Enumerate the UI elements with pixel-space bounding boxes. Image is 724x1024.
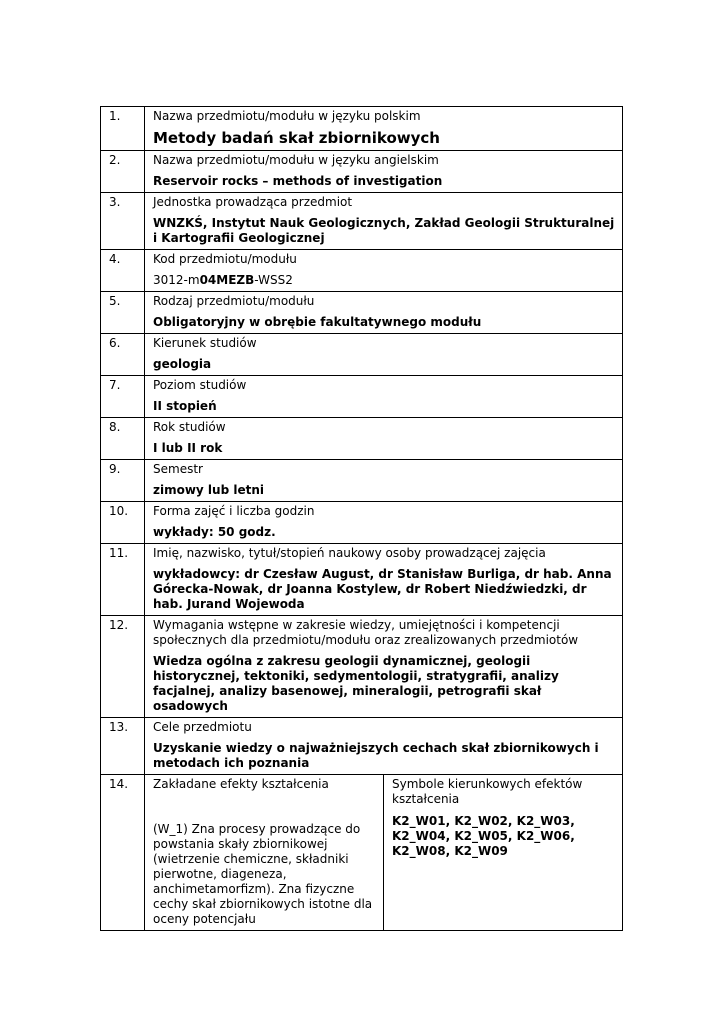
field-label: Jednostka prowadząca przedmiot: [153, 195, 353, 209]
table-row: [101, 718, 623, 775]
table-row: [101, 616, 623, 718]
row-content: [145, 460, 623, 502]
table-row: [101, 502, 623, 544]
course-objectives: Uzyskanie wiedzy o najważniejszych cechach skał zbiornikowych i metodach ich poznania: [153, 741, 599, 770]
row-number: 4.: [101, 250, 145, 292]
row-number: 3.: [101, 193, 145, 250]
prerequisites: Wiedza ogólna z zakresu geologii dynamicznej, geologii historycznej, tektoniki, sedymentologii, stratygrafii, analizy facjalnej, analizy basenowej, mineralogii, petrografii skał osadowych: [153, 654, 559, 713]
row-number: 12.: [101, 616, 145, 718]
row-number: 13.: [101, 718, 145, 775]
module-code-suffix: -WSS2: [254, 273, 293, 287]
row-content: [145, 334, 623, 376]
row-content: [145, 544, 623, 616]
row-content: [145, 250, 623, 292]
field-label: Nazwa przedmiotu/modułu w języku polskim: [153, 109, 421, 123]
field-of-study: geologia: [153, 357, 212, 371]
table-row: [101, 460, 623, 502]
semester: zimowy lub letni: [153, 483, 264, 497]
row-number: 8.: [101, 418, 145, 460]
study-level: II stopień: [153, 399, 217, 413]
row-content: [145, 151, 623, 193]
class-form-hours: wykłady: 50 godz.: [153, 525, 276, 539]
table-row: [101, 376, 623, 418]
table-row: [101, 193, 623, 250]
row-number: 14.: [101, 775, 145, 931]
table-row: [101, 151, 623, 193]
module-name-pl: Metody badań skał zbiornikowych: [153, 129, 440, 147]
module-syllabus-table: [100, 106, 623, 931]
row-content: [145, 292, 623, 334]
module-type: Obligatoryjny w obrębie fakultatywnego modułu: [153, 315, 482, 329]
row-content: [145, 718, 623, 775]
table-row: [101, 107, 623, 151]
row-content: [145, 107, 623, 151]
outcome-symbols-cell: [384, 775, 623, 931]
row-content: [145, 376, 623, 418]
row-number: 10.: [101, 502, 145, 544]
field-label: Zakładane efekty kształcenia: [153, 777, 329, 791]
field-label: Rok studiów: [153, 420, 226, 434]
row-number: 1.: [101, 107, 145, 151]
field-label: Poziom studiów: [153, 378, 247, 392]
teaching-unit: WNZKŚ, Instytut Nauk Geologicznych, Zakład Geologii Strukturalnej i Kartografii Geologicznej: [153, 216, 615, 245]
outcome-symbols: K2_W01, K2_W02, K2_W03, K2_W04, K2_W05, K2_W06, K2_W08, K2_W09: [392, 814, 575, 858]
field-label: Forma zajęć i liczba godzin: [153, 504, 315, 518]
module-code-core: 04MEZB: [199, 273, 255, 287]
row-number: 6.: [101, 334, 145, 376]
module-name-en: Reservoir rocks – methods of investigation: [153, 174, 443, 188]
module-code: [153, 273, 616, 288]
row-content: [145, 193, 623, 250]
study-year: I lub II rok: [153, 441, 223, 455]
row-number: 2.: [101, 151, 145, 193]
row-number: 7.: [101, 376, 145, 418]
learning-outcome-w1: (W_1) Zna procesy prowadzące do powstania skały zbiornikowej (wietrzenie chemiczne, składniki pierwotne, diageneza, anchimetamorfizm). Zna fizyczne cechy skał zbiornikowych istotne dla oceny potencjału: [153, 822, 373, 926]
learning-outcomes-cell: [145, 775, 384, 931]
field-label: Kod przedmiotu/modułu: [153, 252, 297, 266]
lecturers: wykładowcy: dr Czesław August, dr Stanisław Burliga, dr hab. Anna Górecka-Nowak, dr Joanna Kostylew, dr Robert Niedźwiedzki, dr hab. Jurand Wojewoda: [153, 567, 612, 611]
table-row: [101, 418, 623, 460]
field-label: Cele przedmiotu: [153, 720, 252, 734]
field-label: Semestr: [153, 462, 203, 476]
field-label: Wymagania wstępne w zakresie wiedzy, umiejętności i kompetencji społecznych dla przedmiotu/modułu oraz zrealizowanych przedmiotów: [153, 618, 579, 647]
field-label: Nazwa przedmiotu/modułu w języku angielskim: [153, 153, 439, 167]
row-number: 11.: [101, 544, 145, 616]
row-content: [145, 418, 623, 460]
table-row: [101, 250, 623, 292]
table-row: [101, 334, 623, 376]
table-row: [101, 292, 623, 334]
row-content: [145, 502, 623, 544]
table-row: [101, 544, 623, 616]
field-label: Kierunek studiów: [153, 336, 257, 350]
field-label: Rodzaj przedmiotu/modułu: [153, 294, 315, 308]
table-row: [101, 775, 623, 931]
row-content: [145, 616, 623, 718]
field-label: Imię, nazwisko, tytuł/stopień naukowy osoby prowadzącej zajęcia: [153, 546, 546, 560]
module-code-prefix: 3012-m: [153, 273, 200, 287]
row-number: 9.: [101, 460, 145, 502]
field-label: Symbole kierunkowych efektów kształcenia: [392, 777, 583, 806]
row-number: 5.: [101, 292, 145, 334]
